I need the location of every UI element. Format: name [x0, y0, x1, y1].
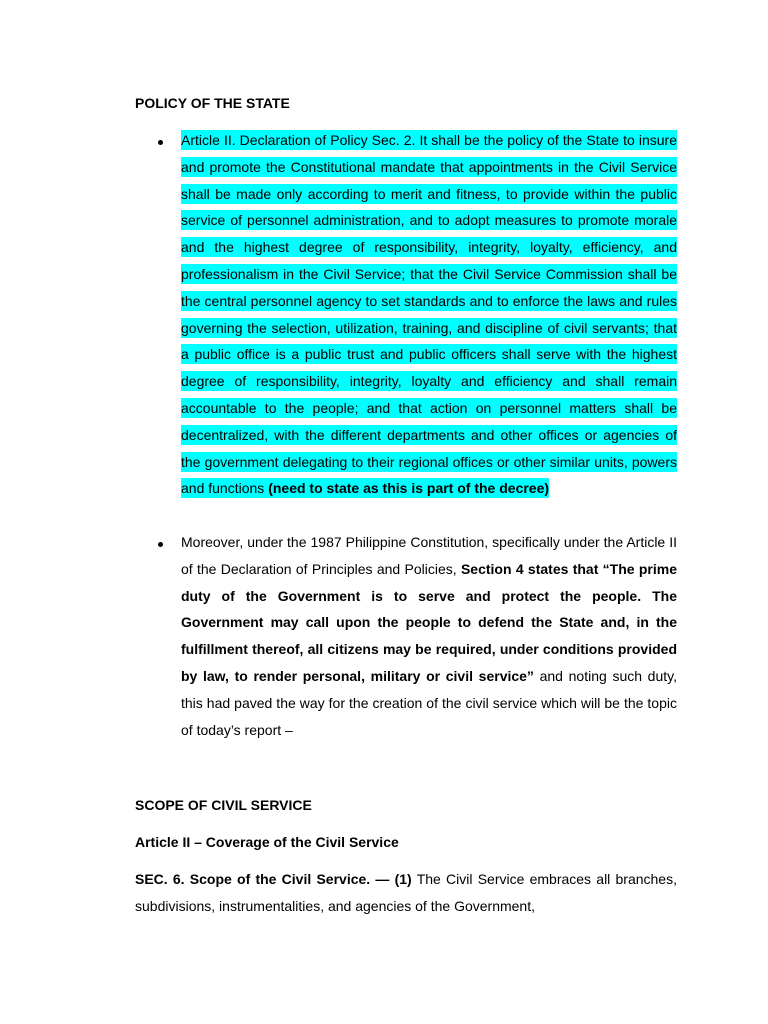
section-title-policy: POLICY OF THE STATE	[135, 95, 290, 111]
policy-paragraph	[181, 127, 677, 502]
sec6-paragraph	[135, 866, 677, 920]
bullet-icon	[158, 542, 163, 547]
highlighted-text	[181, 130, 677, 498]
constitution-paragraph	[181, 529, 677, 743]
sec6-text: The Civil Service embraces all branches, subdivisions, instrumentalities, and agencies of the Government,	[135, 871, 677, 914]
article-ii-subtitle: Article II – Coverage of the Civil Service	[135, 834, 399, 850]
constitution-intro: Moreover, under the 1987 Philippine Constitution, specifically under the Article II of the Declaration of Principles and Policies,	[181, 534, 677, 577]
section-4-quote: Section 4 states that “The prime duty of the Government is to serve and protect the people. The Government may call upon the people to defend the State and, in the fulfillment thereof, all citizens may be required, under conditions provided by law, to render personal, military or civil service”	[181, 560, 677, 684]
sec6-heading: SEC. 6. Scope of the Civil Service. — (1)	[135, 871, 412, 887]
constitution-rest: and noting such duty, this had paved the way for the creation of the civil service which will be the topic of today’s report –	[181, 667, 677, 738]
editor-note: (need to state as this is part of the decree)	[268, 480, 550, 497]
section-title-scope: SCOPE OF CIVIL SERVICE	[135, 797, 312, 813]
article-ii-text: Article II. Declaration of Policy Sec. 2. It shall be the policy of the State to insure and promote the Constitutional mandate that appointments in the Civil Service shall be made only according to merit and fitness, to provide within the public service of personnel administration, and to adopt measures to promote morale and the highest degree of responsibility, integrity, loyalty, efficiency, and professionalism in the Civil Service; that the Civil Service Commission shall be the central personnel agency to set standards and to enforce the laws and rules governing the selection, utilization, training, and discipline of civil servants; that a public office is a public trust and public officers shall serve with the highest degree of responsibility, integrity, loyalty and efficiency and shall remain accountable to the people; and that action on personnel matters shall be decentralized, with the different departments and other offices or agencies of the government delegating to their regional offices or other similar units, powers and functions	[181, 132, 677, 497]
bullet-icon	[158, 140, 163, 145]
